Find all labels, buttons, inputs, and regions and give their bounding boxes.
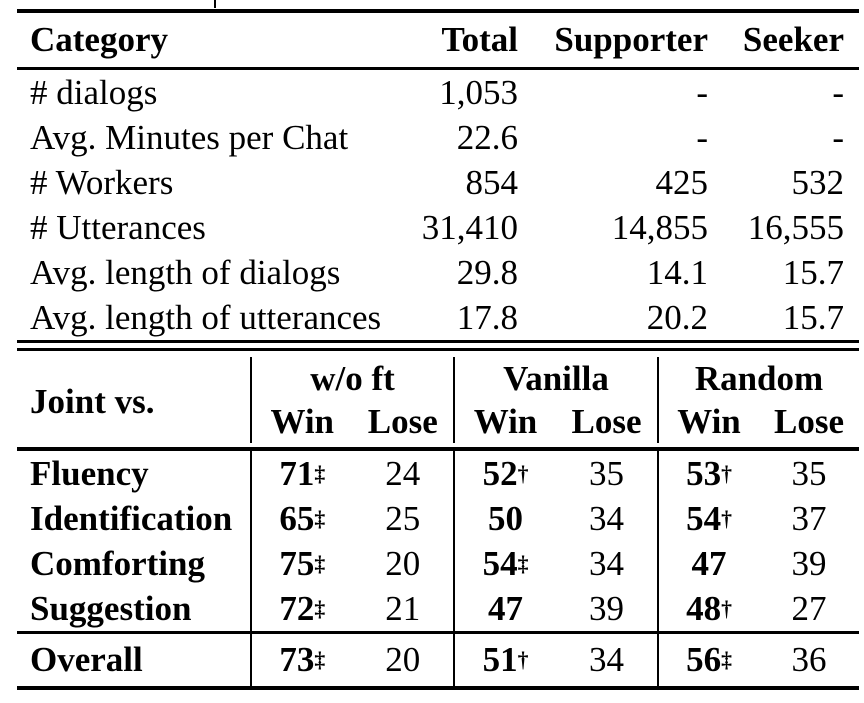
total-value: 854 <box>465 162 518 202</box>
win-number: 75 <box>279 543 315 583</box>
win-lose-subheader <box>659 401 859 443</box>
win-number: 51 <box>482 640 518 679</box>
lose-header: Lose <box>774 402 844 441</box>
cell-group <box>453 634 657 686</box>
win-number: 50 <box>488 498 523 538</box>
win-number: 73 <box>279 640 315 679</box>
group-name: w/o ft <box>310 359 395 398</box>
cell-group <box>250 541 453 586</box>
win-value: 75 ‡ <box>279 543 326 583</box>
supporter-value: 14,855 <box>611 207 708 247</box>
lose-value: 25 <box>385 498 421 538</box>
win-value: 54 ‡ <box>482 543 529 583</box>
table-row <box>17 295 859 340</box>
total-value: 17.8 <box>456 297 518 337</box>
win-number: 71 <box>279 453 315 493</box>
supporter-value: - <box>696 72 708 112</box>
win-header: Win <box>473 402 538 441</box>
group-name: Vanilla <box>503 359 609 398</box>
total-value: 22.6 <box>456 117 518 157</box>
seeker-value: - <box>832 72 844 112</box>
row-label: # dialogs <box>30 72 158 112</box>
eval-table <box>17 348 859 690</box>
lose-value: 20 <box>385 543 421 583</box>
table-row <box>17 70 859 115</box>
paper-tables <box>17 9 859 690</box>
row-label: Comforting <box>30 543 205 583</box>
cell-group <box>453 496 657 541</box>
cell-group <box>657 634 859 686</box>
supporter-value: - <box>696 117 708 157</box>
lose-value: 20 <box>385 640 421 679</box>
table-row <box>17 586 859 631</box>
stats-table-header-row <box>17 13 859 67</box>
cell-group <box>250 634 453 686</box>
seeker-value: 532 <box>791 162 844 202</box>
lose-value: 34 <box>589 498 624 538</box>
win-value: 71 ‡ <box>279 453 326 493</box>
corner-label: Joint vs. <box>30 382 155 421</box>
seeker-value: - <box>832 117 844 157</box>
win-number: 65 <box>279 498 315 538</box>
table-row <box>17 115 859 160</box>
row-label: Avg. Minutes per Chat <box>30 117 349 157</box>
win-value: 53 † <box>686 453 732 493</box>
eval-table-body <box>17 451 859 631</box>
win-number: 48 <box>686 588 722 628</box>
lose-value: 24 <box>385 453 421 493</box>
cell-group <box>453 586 657 631</box>
lose-value: 27 <box>791 588 827 628</box>
win-number: 56 <box>686 640 722 679</box>
win-value: 73 ‡ <box>279 640 326 679</box>
win-value <box>455 496 556 541</box>
lose-value: 35 <box>589 453 624 493</box>
win-number: 54 <box>686 498 722 538</box>
supporter-value: 425 <box>655 162 708 202</box>
row-label: Overall <box>30 640 143 679</box>
row-label: Fluency <box>30 453 149 493</box>
row-label: Avg. length of dialogs <box>30 252 341 292</box>
group-header-vanilla <box>453 357 657 443</box>
win-value <box>659 541 759 586</box>
total-value: 29.8 <box>456 252 518 292</box>
cell-group <box>657 586 859 631</box>
stats-header-category: Category <box>30 20 169 59</box>
win-number: 54 <box>482 543 518 583</box>
win-value: 52 † <box>482 453 529 493</box>
cell-group <box>250 586 453 631</box>
cell-group <box>657 451 859 496</box>
lose-value: 34 <box>589 543 624 583</box>
cell-group <box>250 496 453 541</box>
row-label: Avg. length of utterances <box>30 297 382 337</box>
win-number: 47 <box>691 543 727 583</box>
stats-table <box>17 9 859 343</box>
cropped-line-artifact <box>214 0 216 8</box>
cell-group <box>657 496 859 541</box>
table-row <box>17 160 859 205</box>
group-name: Random <box>694 359 824 398</box>
lose-value: 37 <box>791 498 827 538</box>
cell-group <box>453 541 657 586</box>
win-value: 72 ‡ <box>279 588 326 628</box>
supporter-value: 14.1 <box>646 252 708 292</box>
table-row <box>17 205 859 250</box>
lose-value: 39 <box>791 543 827 583</box>
win-value: 48 † <box>686 588 732 628</box>
lose-header: Lose <box>367 402 438 441</box>
supporter-value: 20.2 <box>646 297 708 337</box>
table-row <box>17 496 859 541</box>
row-label: Suggestion <box>30 588 192 628</box>
lose-value: 36 <box>791 640 827 679</box>
cell-group <box>250 451 453 496</box>
lose-value: 21 <box>385 588 421 628</box>
lose-value: 39 <box>589 588 624 628</box>
win-lose-subheader <box>252 401 453 443</box>
win-value: 65 ‡ <box>279 498 326 538</box>
win-number: 47 <box>488 588 523 628</box>
win-number: 53 <box>686 453 722 493</box>
win-value: 54 † <box>686 498 732 538</box>
table-row <box>17 250 859 295</box>
group-header-wo-ft <box>250 357 453 443</box>
table-row <box>17 541 859 586</box>
row-label: # Utterances <box>30 207 206 247</box>
seeker-value: 16,555 <box>747 207 844 247</box>
stats-header-seeker: Seeker <box>742 20 844 59</box>
cell-group <box>657 541 859 586</box>
win-header: Win <box>677 402 741 441</box>
total-value: 31,410 <box>421 207 518 247</box>
stats-header-total: Total <box>441 20 518 59</box>
table-row <box>17 451 859 496</box>
win-value <box>455 586 556 631</box>
win-header: Win <box>270 402 335 441</box>
eval-table-header <box>17 351 859 447</box>
row-label: # Workers <box>30 162 174 202</box>
win-lose-subheader <box>455 401 657 443</box>
total-value: 1,053 <box>439 72 518 112</box>
win-number: 72 <box>279 588 315 628</box>
eval-table-bottom-rule <box>17 686 859 690</box>
seeker-value: 15.7 <box>782 252 844 292</box>
lose-value: 34 <box>589 640 624 679</box>
seeker-value: 15.7 <box>782 297 844 337</box>
group-header-random <box>657 357 859 443</box>
lose-header: Lose <box>571 402 642 441</box>
win-value: 56 ‡ <box>686 640 732 679</box>
cell-group <box>453 451 657 496</box>
stats-header-supporter: Supporter <box>554 20 708 59</box>
win-value: 51 † <box>482 640 529 679</box>
win-number: 52 <box>482 453 518 493</box>
lose-value: 35 <box>791 453 827 493</box>
overall-row <box>17 634 859 686</box>
row-label: Identification <box>30 498 233 538</box>
